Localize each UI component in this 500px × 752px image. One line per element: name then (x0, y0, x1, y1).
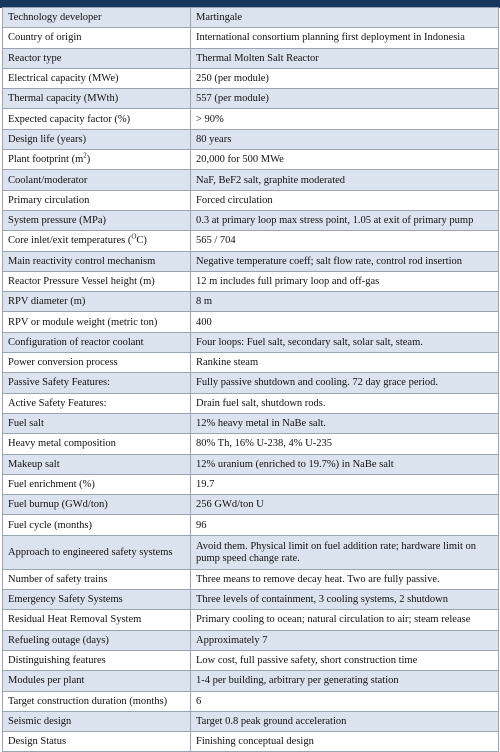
row-value-cell: 8 m (191, 292, 499, 312)
table-row (3, 535, 499, 569)
table-row (3, 68, 499, 88)
row-label-superscript: O (131, 232, 137, 241)
table-row (3, 393, 499, 413)
row-label-cell: Active Safety Features: (3, 393, 191, 413)
row-value-cell: 19.7 (191, 474, 499, 494)
row-value-cell: Negative temperature coeff; salt flow rate, control rod insertion (191, 251, 499, 271)
table-row (3, 210, 499, 230)
row-label-cell: System pressure (MPa) (3, 210, 191, 230)
table-row (3, 231, 499, 251)
table-row (3, 48, 499, 68)
row-label-cell: Distinguishing features (3, 650, 191, 670)
row-value-cell: Primary cooling to ocean; natural circulation to air; steam release (191, 610, 499, 630)
row-label-cell: Design life (years) (3, 129, 191, 149)
row-value-cell: 0.3 at primary loop max stress point, 1.05 at exit of primary pump (191, 210, 499, 230)
row-value-cell: International consortium planning first deployment in Indonesia (191, 28, 499, 48)
table-row (3, 28, 499, 48)
table-row (3, 495, 499, 515)
table-row (3, 630, 499, 650)
row-label-cell: Fuel enrichment (%) (3, 474, 191, 494)
table-row (3, 434, 499, 454)
row-value-cell: Low cost, full passive safety, short construction time (191, 650, 499, 670)
row-value-cell: 96 (191, 515, 499, 535)
spec-table-body (3, 8, 499, 752)
row-label-cell: Seismic design (3, 711, 191, 731)
table-row (3, 650, 499, 670)
table-row (3, 109, 499, 129)
row-value-cell: Finishing conceptual design (191, 732, 499, 752)
row-value-cell: 12 m includes full primary loop and off-gas (191, 271, 499, 291)
table-row (3, 332, 499, 352)
row-label-cell: Technology developer (3, 8, 191, 28)
row-label-cell: Expected capacity factor (%) (3, 109, 191, 129)
row-label-superscript: 2 (83, 151, 87, 160)
table-row (3, 271, 499, 291)
row-value-cell: 80% Th, 16% U-238, 4% U-235 (191, 434, 499, 454)
row-label-cell: Design Status (3, 732, 191, 752)
row-label-cell: Reactor Pressure Vessel height (m) (3, 271, 191, 291)
table-row (3, 454, 499, 474)
row-value-cell: NaF, BeF2 salt, graphite moderated (191, 170, 499, 190)
row-label-cell: Fuel salt (3, 413, 191, 433)
table-row (3, 129, 499, 149)
row-value-cell: 80 years (191, 129, 499, 149)
row-label: Core inlet/exit temperatures ( (8, 235, 132, 247)
table-row (3, 292, 499, 312)
row-label-end: ) (86, 154, 91, 166)
table-row (3, 671, 499, 691)
row-label-cell: Heavy metal composition (3, 434, 191, 454)
row-label-cell: Main reactivity control mechanism (3, 251, 191, 271)
row-label-cell: Refueling outage (days) (3, 630, 191, 650)
table-row (3, 190, 499, 210)
row-label-cell: Number of safety trains (3, 569, 191, 589)
row-label-cell: Coolant/moderator (3, 170, 191, 190)
table-row (3, 89, 499, 109)
row-value-cell: Three means to remove decay heat. Two are fully passive. (191, 569, 499, 589)
row-value-cell: 12% heavy metal in NaBe salt. (191, 413, 499, 433)
table-row (3, 353, 499, 373)
row-value-cell: 565 / 704 (191, 231, 499, 251)
table-row (3, 569, 499, 589)
row-value-cell: 12% uranium (enriched to 19.7%) in NaBe salt (191, 454, 499, 474)
row-value-cell: 400 (191, 312, 499, 332)
row-value-cell: Martingale (191, 8, 499, 28)
row-label-cell: Modules per plant (3, 671, 191, 691)
row-label-cell: Power conversion process (3, 353, 191, 373)
row-value-cell: 20,000 for 500 MWe (191, 150, 499, 170)
row-label-cell: Fuel burnup (GWd/ton) (3, 495, 191, 515)
table-row (3, 413, 499, 433)
row-label-cell: Primary circulation (3, 190, 191, 210)
table-row (3, 474, 499, 494)
row-value-cell: Approximately 7 (191, 630, 499, 650)
row-label-cell (3, 150, 191, 170)
row-label-cell: RPV or module weight (metric ton) (3, 312, 191, 332)
row-label-end: C) (136, 235, 147, 247)
table-row (3, 711, 499, 731)
row-label-cell: Fuel cycle (months) (3, 515, 191, 535)
row-label-cell: Residual Heat Removal System (3, 610, 191, 630)
row-value-cell: Thermal Molten Salt Reactor (191, 48, 499, 68)
table-row (3, 150, 499, 170)
row-value-cell: 250 (per module) (191, 68, 499, 88)
row-label: Plant footprint (m (8, 154, 84, 166)
table-row (3, 610, 499, 630)
row-value-cell: 6 (191, 691, 499, 711)
table-row (3, 590, 499, 610)
row-value-cell: Four loops: Fuel salt, secondary salt, solar salt, steam. (191, 332, 499, 352)
row-value-cell: Rankine steam (191, 353, 499, 373)
table-row (3, 691, 499, 711)
row-label-cell: Target construction duration (months) (3, 691, 191, 711)
row-value-cell: > 90% (191, 109, 499, 129)
reactor-spec-table (2, 7, 499, 752)
row-label-cell: Passive Safety Features: (3, 373, 191, 393)
row-value-cell: 557 (per module) (191, 89, 499, 109)
row-label-cell: RPV diameter (m) (3, 292, 191, 312)
table-row (3, 732, 499, 752)
table-row (3, 251, 499, 271)
table-row (3, 515, 499, 535)
table-row (3, 170, 499, 190)
row-value-cell: Avoid them. Physical limit on fuel addition rate; hardware limit on pump speed change rate. (191, 535, 499, 569)
row-label-cell: Electrical capacity (MWe) (3, 68, 191, 88)
row-label-cell: Reactor type (3, 48, 191, 68)
row-value-cell: Fully passive shutdown and cooling. 72 day grace period. (191, 373, 499, 393)
row-label-cell: Thermal capacity (MWth) (3, 89, 191, 109)
row-label-cell: Approach to engineered safety systems (3, 535, 191, 569)
row-value-cell: Target 0.8 peak ground acceleration (191, 711, 499, 731)
row-value-cell: Three levels of containment, 3 cooling systems, 2 shutdown (191, 590, 499, 610)
table-row (3, 8, 499, 28)
row-label-cell: Configuration of reactor coolant (3, 332, 191, 352)
table-row (3, 373, 499, 393)
table-row (3, 312, 499, 332)
row-label-cell: Country of origin (3, 28, 191, 48)
row-value-cell: Forced circulation (191, 190, 499, 210)
row-label-cell (3, 231, 191, 251)
row-value-cell: Drain fuel salt, shutdown rods. (191, 393, 499, 413)
row-label-cell: Emergency Safety Systems (3, 590, 191, 610)
row-value-cell: 1-4 per building, arbitrary per generating station (191, 671, 499, 691)
row-label-cell: Makeup salt (3, 454, 191, 474)
row-value-cell: 256 GWd/ton U (191, 495, 499, 515)
